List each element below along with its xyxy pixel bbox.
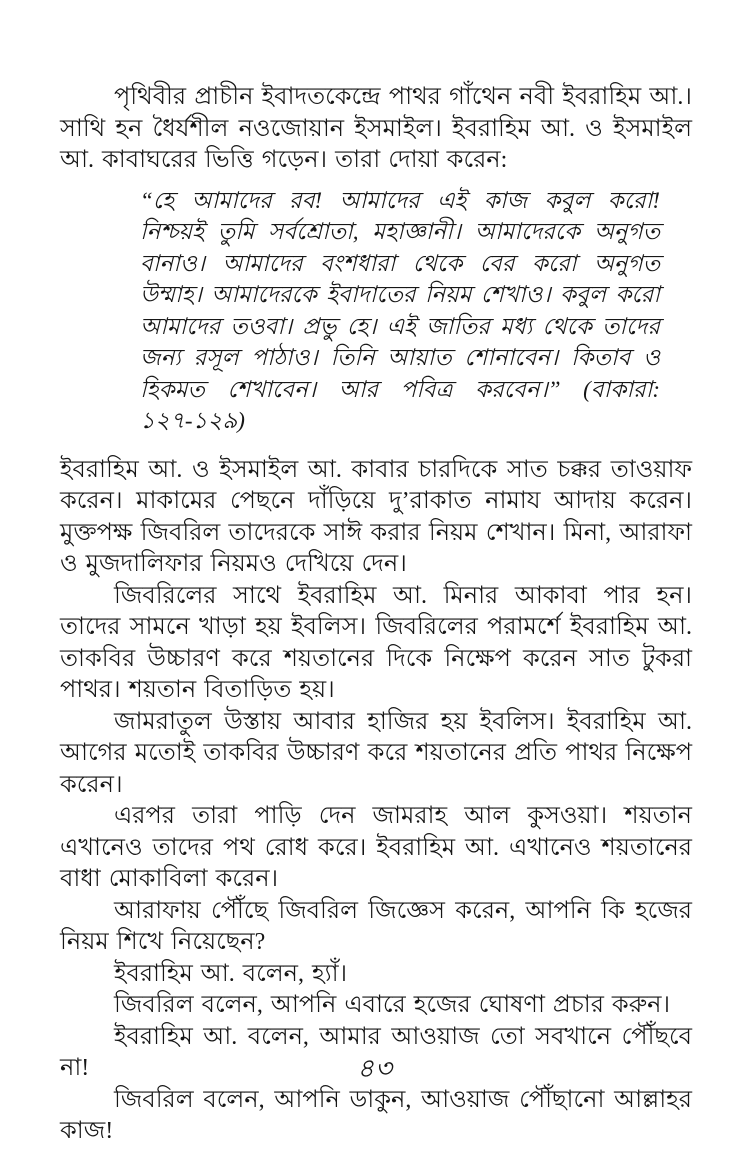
dialogue-ibrahim-yes: ইবরাহিম আ. বলেন, হ্যাঁ।: [114, 960, 348, 987]
paragraph-intro: পৃথিবীর প্রাচীন ইবাদতকেন্দ্রে পাথর গাঁথেন নবী ইবরাহিম আ.। সাথি হন ধৈর্যশীল নওজোয়ান ইসমাইল। ইবরাহিম আ. ও ইসমাইল আ. কাবাঘরের ভিত্তি গড়েন। তারা দোয়া করেন:: [60, 84, 692, 173]
dialogue-jibril-call: জিবরিল বলেন, আপনি ডাকুন, আওয়াজ পৌঁছানো আল্লাহর কাজ!: [60, 1086, 692, 1144]
page-number: ৪৩: [357, 1054, 393, 1083]
dialogue-jibril-announce: জিবরিল বলেন, আপনি এবারে হজের ঘোষণা প্রচার করুন।: [114, 992, 671, 1018]
dialogue-ibrahim-voice: ইবরাহিম আ. বলেন, আমার আওয়াজ তো সবখানে পৌঁছবে না!: [60, 1023, 692, 1081]
paragraph-tawaf: ইবরাহিম আ. ও ইসমাইল আ. কাবার চারদিকে সাত চক্কর তাওয়াফ করেন। মাকামের পেছনে দাঁড়িয়ে দু’রাকাত নামায আদায় করেন। মুক্তপক্ষ জিবরিল তাদেরকে সাঈ করার নিয়ম শেখান। মিনা, আরাফা ও মুজদালিফার নিয়মও দেখিয়ে দেন।: [60, 456, 692, 577]
paragraph-arafah-question: আরাফায় পৌঁছে জিবরিল জিজ্ঞেস করেন, আপনি কি হজের নিয়ম শিখে নিয়েছেন?: [60, 897, 692, 955]
paragraph-jamrah-quswa: এরপর তারা পাড়ি দেন জামরাহ আল কুসওয়া। শয়তান এখানেও তাদের পথ রোধ করে। ইবরাহিম আ. এখানেও শয়তানের বাধা মোকাবিলা করেন।: [60, 803, 692, 892]
paragraph-aqaba: জিবরিলের সাথে ইবরাহিম আ. মিনার আকাবা পার হন। তাদের সামনে খাড়া হয় ইবলিস। জিবরিলের পরামর্শে ইবরাহিম আ. তাকবির উচ্চারণ করে শয়তানের দিকে নিক্ষেপ করেন সাত টুকরা পাথর। শয়তান বিতাড়িত হয়।: [60, 582, 692, 703]
page-content: [60, 82, 692, 1148]
paragraph-jamarat-wusta: জামরাতুল উস্তায় আবার হাজির হয় ইবলিস। ইবরাহিম আ. আগের মতোই তাকবির উচ্চারণ করে শয়তানের প্রতি পাথর নিক্ষেপ করেন।: [60, 708, 692, 798]
quran-quote: “হে আমাদের রব! আমাদের এই কাজ কবুল করো! নিশ্চয়ই তুমি সর্বশ্রোতা, মহাজ্ঞানী। আমাদেরকে অনুগত বানাও। আমাদের বংশধারা থেকে বের করো অনুগত উম্মাহ। আমাদেরকে ইবাদাতের নিয়ম শেখাও। কবুল করো আমাদের তওবা। প্রভু হে। এই জাতির মধ্য থেকে তাদের জন্য রসূল পাঠাও। তিনি আয়াত শোনাবেন। কিতাব ও হিকমত শেখাবেন। আর পবিত্র করবেন।” (বাকারা: ১২৭-১২৯): [140, 187, 660, 433]
